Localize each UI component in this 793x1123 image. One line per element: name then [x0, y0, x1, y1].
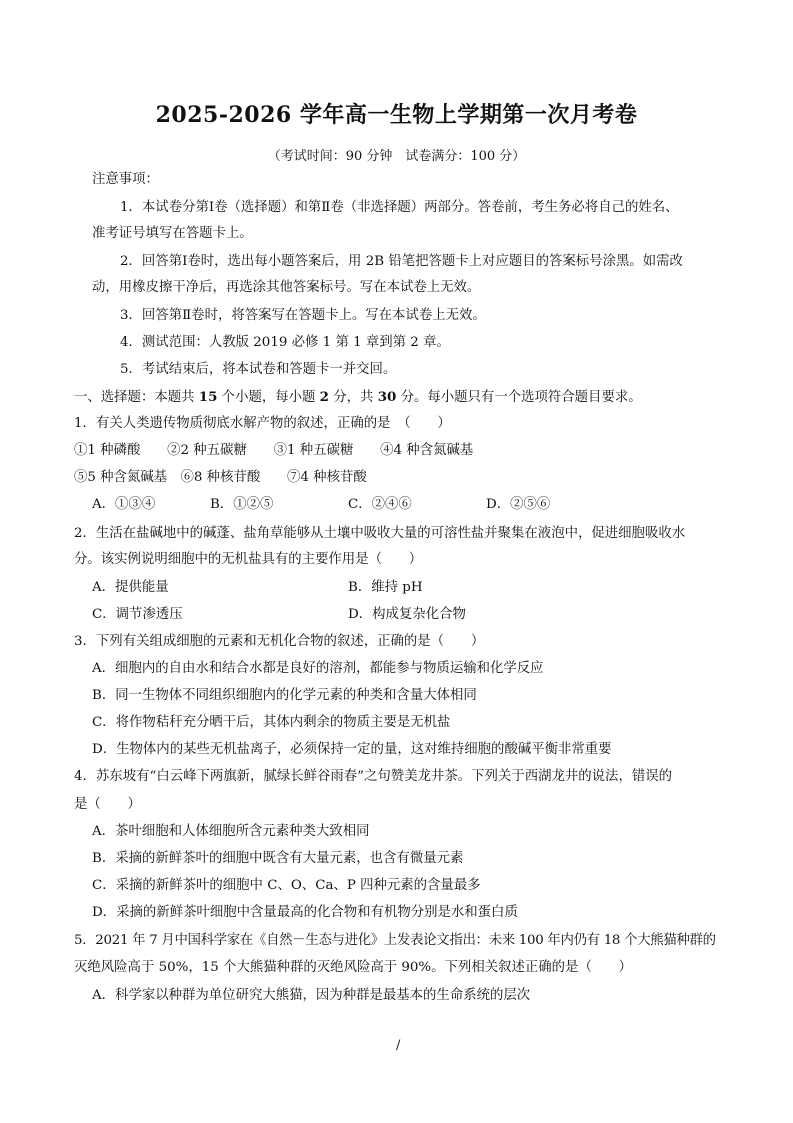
notice-item-3: 3．回答第Ⅱ卷时，将答案写在答题卡上。写在本试卷上无效。: [120, 308, 486, 323]
notice-item-4: 4．测试范围：人教版 2019 必修 1 第 1 章到第 2 章。: [120, 335, 450, 350]
question-2-stem-line-1: 2．生活在盐碱地中的碱蓬、盐角草能够从土壤中吸收大量的可溶性盐并聚集在液泡中，促进细胞吸收水: [74, 526, 686, 541]
notice-item-1-line-2: 准考证号填写在答题卡上。: [92, 226, 253, 241]
question-1-option-c: C．②④⑥: [348, 497, 412, 512]
section-1-points-each: 2: [319, 389, 329, 405]
notice-heading: 注意事项：: [92, 172, 159, 187]
question-1-items-line-1: ①1 种磷酸 ②2 种五碳糖 ③1 种五碳糖 ④4 种含氮碱基: [74, 443, 474, 458]
section-1-header-text-e: 分，共: [329, 390, 378, 405]
question-4-option-c: C．采摘的新鲜茶叶的细胞中 C、O、Ca、P 四种元素的含量最多: [92, 878, 481, 893]
question-1-option-a: A．①③④: [92, 497, 156, 512]
notice-item-2-line-1: 2．回答第Ⅰ卷时，选出每小题答案后，用 2B 铅笔把答题卡上对应题目的答案标号涂黑。如需改: [120, 254, 683, 269]
exam-title: 2025-2026 学年高一生物上学期第一次月考卷: [155, 102, 638, 128]
section-1-header-text-a: 一、选择题：本题共: [74, 390, 199, 405]
question-1-option-d: D．②⑤⑥: [486, 497, 551, 512]
exam-subtitle: （考试时间：90 分钟 试卷满分：100 分）: [267, 149, 526, 164]
question-4-option-a: A．茶叶细胞和人体细胞所含元素种类大致相同: [92, 824, 370, 839]
question-5-stem-line-2: 灭绝风险高于 50%，15 个大熊猫种群的灭绝风险高于 90%。下列相关叙述正确的是（ ）: [74, 960, 633, 975]
question-5-option-a: A．科学家以种群为单位研究大熊猫，因为种群是最基本的生命系统的层次: [92, 988, 531, 1003]
question-4-stem-line-1: 4．苏东坡有“白云峰下两旗新，腻绿长鲜谷雨春”之句赞美龙井茶。下列关于西湖龙井的说法，错误的: [74, 769, 673, 784]
question-1-option-b: B．①②⑤: [210, 497, 274, 512]
section-1-header-text-g: 分。每小题只有一个选项符合题目要求。: [396, 390, 642, 405]
question-2-option-b: B．维持 pH: [348, 580, 423, 595]
section-1-points-total: 30: [377, 389, 397, 405]
question-2-stem-line-2: 分。该实例说明细胞中的无机盐具有的主要作用是（ ）: [74, 552, 423, 567]
question-1-items-line-2: ⑤5 种含氮碱基 ⑥8 种核苷酸 ⑦4 种核苷酸: [74, 470, 367, 485]
question-2-option-d: D．构成复杂化合物: [348, 607, 466, 622]
question-2-option-c: C．调节渗透压: [92, 607, 183, 622]
question-4-stem-line-2: 是（ ）: [74, 797, 141, 812]
question-3-option-c: C．将作物秸秆充分晒干后，其体内剩余的物质主要是无机盐: [92, 715, 451, 730]
question-3-option-b: B．同一生物体不同组织细胞内的化学元素的种类和含量大体相同: [92, 688, 477, 703]
section-1-header-text-c: 个小题，每小题: [217, 390, 320, 405]
section-1-question-count: 15: [198, 389, 218, 405]
question-3-option-a: A．细胞内的自由水和结合水都是良好的溶剂，都能参与物质运输和化学反应: [92, 661, 544, 676]
question-5-stem-line-1: 5．2021 年 7 月中国科学家在《自然－生态与进化》上发表论文指出：未来 100 年内仍有 18 个大熊猫种群的: [74, 933, 716, 948]
question-1-stem: 1．有关人类遗传物质彻底水解产物的叙述，正确的是 （ ）: [74, 416, 451, 431]
question-3-stem: 3．下列有关组成细胞的元素和无机化合物的叙述，正确的是（ ）: [74, 634, 485, 649]
question-3-option-d: D．生物体内的某些无机盐离子，必须保持一定的量，这对维持细胞的酸碱平衡非常重要: [92, 742, 612, 757]
section-1-header: [74, 387, 642, 408]
question-4-option-b: B．采摘的新鲜茶叶的细胞中既含有大量元素，也含有微量元素: [92, 851, 464, 866]
question-2-option-a: A．提供能量: [92, 580, 169, 595]
notice-item-1-line-1: 1．本试卷分第Ⅰ卷（选择题）和第Ⅱ卷（非选择题）两部分。答卷前，考生务必将自己的姓名、: [120, 200, 679, 215]
notice-item-5: 5．考试结束后，将本试卷和答题卡一并交回。: [120, 362, 397, 377]
page-footer-mark: /: [396, 1038, 401, 1053]
question-4-option-d: D．采摘的新鲜茶叶细胞中含量最高的化合物和有机物分别是水和蛋白质: [92, 905, 518, 920]
notice-item-2-line-2: 动，用橡皮擦干净后，再选涂其他答案标号。写在本试卷上无效。: [92, 280, 481, 295]
